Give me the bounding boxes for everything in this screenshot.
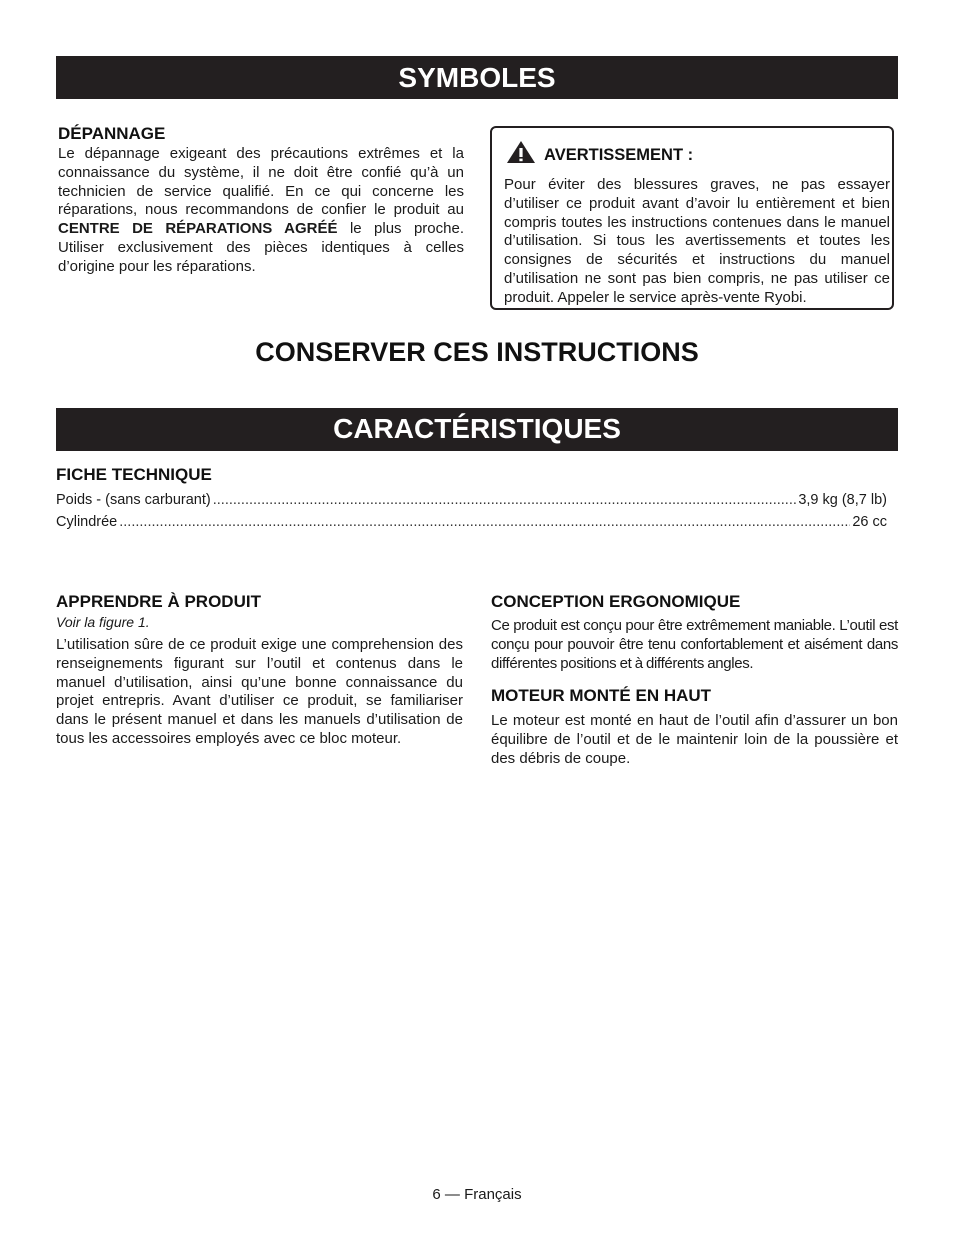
caracteristiques-section-header: CARACTÉRISTIQUES	[56, 408, 898, 451]
warning-box	[490, 126, 894, 310]
spec-leader-dots	[213, 491, 797, 509]
warning-triangle-icon	[506, 140, 536, 164]
spec-value-weight: 3,9 kg (8,7 lb)	[798, 492, 887, 508]
figure-reference-note: Voir la figure 1.	[56, 614, 150, 630]
depannage-heading: DÉPANNAGE	[58, 124, 166, 143]
fiche-technique-heading: FICHE TECHNIQUE	[56, 465, 212, 484]
depannage-text	[58, 145, 464, 277]
moteur-heading: MOTEUR MONTÉ EN HAUT	[491, 686, 712, 705]
repair-center-emphasis: CENTRE DE RÉPARATIONS AGRÉÉ	[58, 220, 338, 238]
spec-value-displacement: 26 cc	[852, 514, 887, 530]
symboles-section-header: SYMBOLES	[56, 56, 898, 99]
spec-leader-dots	[119, 513, 850, 531]
spec-row-displacement	[56, 513, 887, 531]
warning-title: AVERTISSEMENT :	[544, 146, 694, 164]
spec-label-weight: Poids - (sans carburant)	[56, 492, 211, 508]
warning-text: Pour éviter des blessures graves, ne pas essayer d’utiliser ce produit avant d’avoir lu entièrement et bien compris toutes les instructions contenues dans le manuel d’utilisation. Si tous les avertissements et toutes les consignes de sécurités et instructions du manuel d’utilisation ne sont pas bien compris, ne pas utiliser ce produit. Appeler le service après-vente Ryobi.	[504, 176, 890, 306]
depannage-text-end: le plus proche. Utiliser exclusivement des pièces identiques à celles d’origine pour les réparations.	[58, 220, 465, 275]
moteur-text: Le moteur est monté en haut de l’outil afin d’assurer un bon équilibre de l’outil et de le maintenir loin de la poussière et des débris de coupe.	[491, 712, 898, 767]
apprendre-text: L’utilisation sûre de ce produit exige une comprehension des renseignements figurant sur l’outil et contenus dans le manuel d’utilisation, ainsi qu’une bonne connaissance du projet entrepris. Avant d’utiliser ce produit, se familiariser dans le présent manuel et dans les manuels d’utilisation de tous les accessoires employés avec ce bloc moteur.	[56, 636, 463, 747]
conception-heading: CONCEPTION ERGONOMIQUE	[491, 592, 741, 611]
spec-row-weight	[56, 491, 887, 509]
spec-label-displacement: Cylindrée	[56, 514, 118, 530]
save-instructions-title: CONSERVER CES INSTRUCTIONS	[255, 337, 699, 367]
conception-text: Ce produit est conçu pour être extrêmement maniable. L’outil est conçu pour pouvoir être tenu confortablement et aisément dans différentes positions et à différents angles.	[491, 617, 898, 672]
page-footer: 6 — Français	[432, 1186, 522, 1203]
apprendre-heading: APPRENDRE À PRODUIT	[56, 592, 261, 611]
depannage-text-start: Le dépannage exigeant des précautions extrêmes et la connaissance du système, il ne doit être confié qu’à un technicien de service qualifié. En ce qui concerne les réparations, nous recommandons de confier le produit au	[58, 145, 464, 219]
